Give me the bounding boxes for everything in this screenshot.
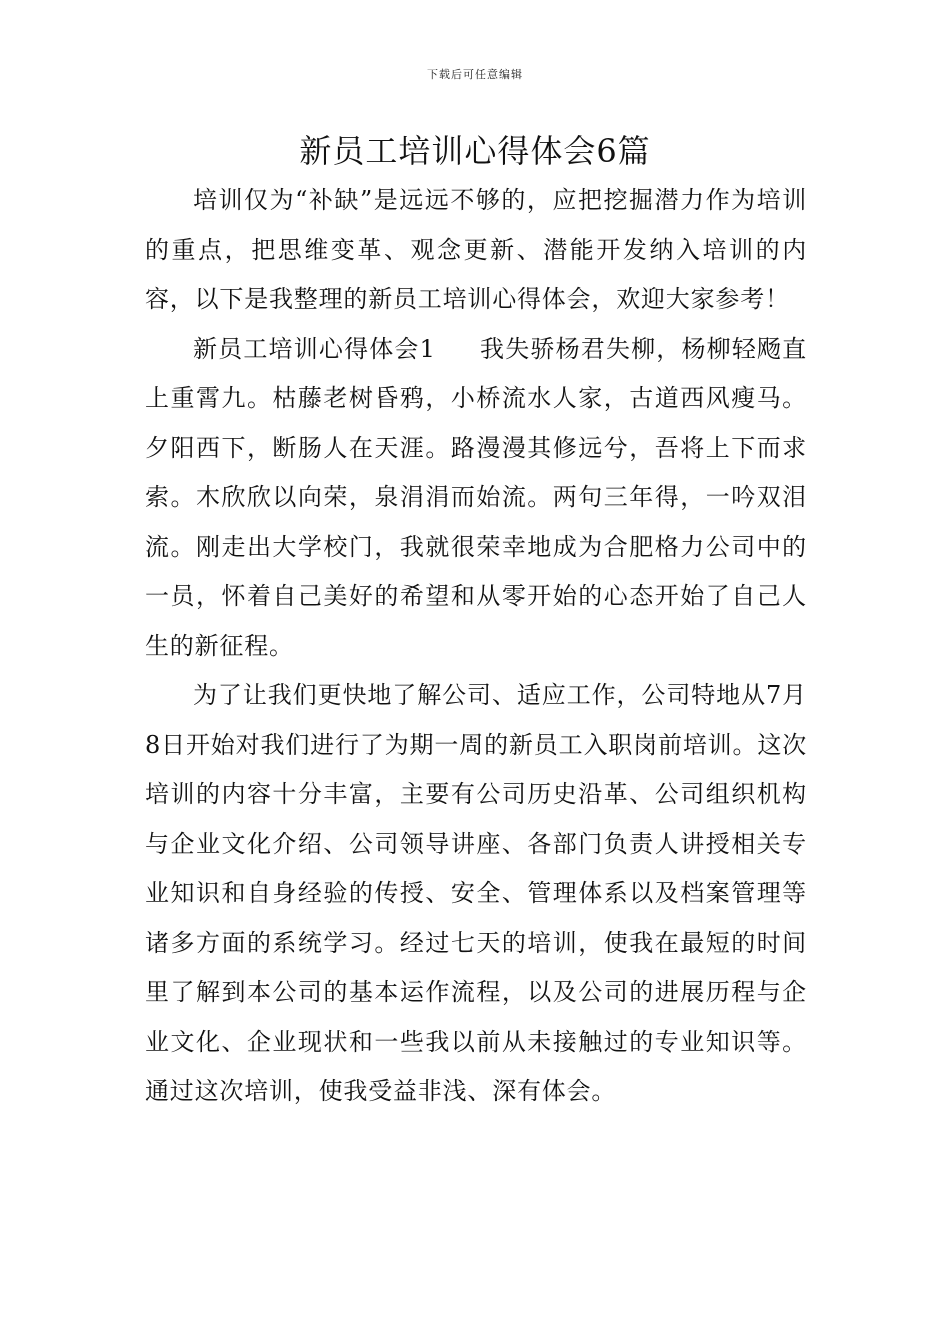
document-title: 新员工培训心得体会6篇 (299, 132, 651, 170)
section-1-heading: 新员工培训心得体会1 (193, 334, 436, 363)
section-1-text: 我失骄杨君失柳，杨柳轻飏直上重霄九。枯藤老树昏鸦，小桥流水人家，古道西风瘦马。夕阳西下，断肠人在天涯。路漫漫其修远兮，吾将上下而求索。木欣欣以向荣，泉涓涓而始流。两句三年得，一吟双泪流。刚走出大学校门，我就很荣幸地成为合肥格力公司中的一员，怀着自己美好的希望和从零开始的心态开始了自己人生的新征程。 (145, 334, 807, 660)
paragraph-2: 为了让我们更快地了解公司、适应工作，公司特地从7月8日开始对我们进行了为期一周的新员工入职岗前培训。这次培训的内容十分丰富，主要有公司历史沿革、公司组织机构与企业文化介绍、公司领导讲座、各部门负责人讲授相关专业知识和自身经验的传授、安全、管理体系以及档案管理等诸多方面的系统学习。经过七天的培训，使我在最短的时间里了解到本公司的基本运作流程，以及公司的进展历程与企业文化、企业现状和一些我以前从未接触过的专业知识等。通过这次培训，使我受益非浅、深有体会。 (145, 681, 807, 1105)
document-body (145, 176, 807, 1117)
intro-paragraph: 培训仅为“补缺”是远远不够的，应把挖掘潜力作为培训的重点，把思维变革、观念更新、潜能开发纳入培训的内容，以下是我整理的新员工培训心得体会，欢迎大家参考！ (145, 186, 807, 313)
header-note: 下载后可任意编辑 (427, 68, 523, 81)
section-1-paragraph (145, 325, 807, 672)
